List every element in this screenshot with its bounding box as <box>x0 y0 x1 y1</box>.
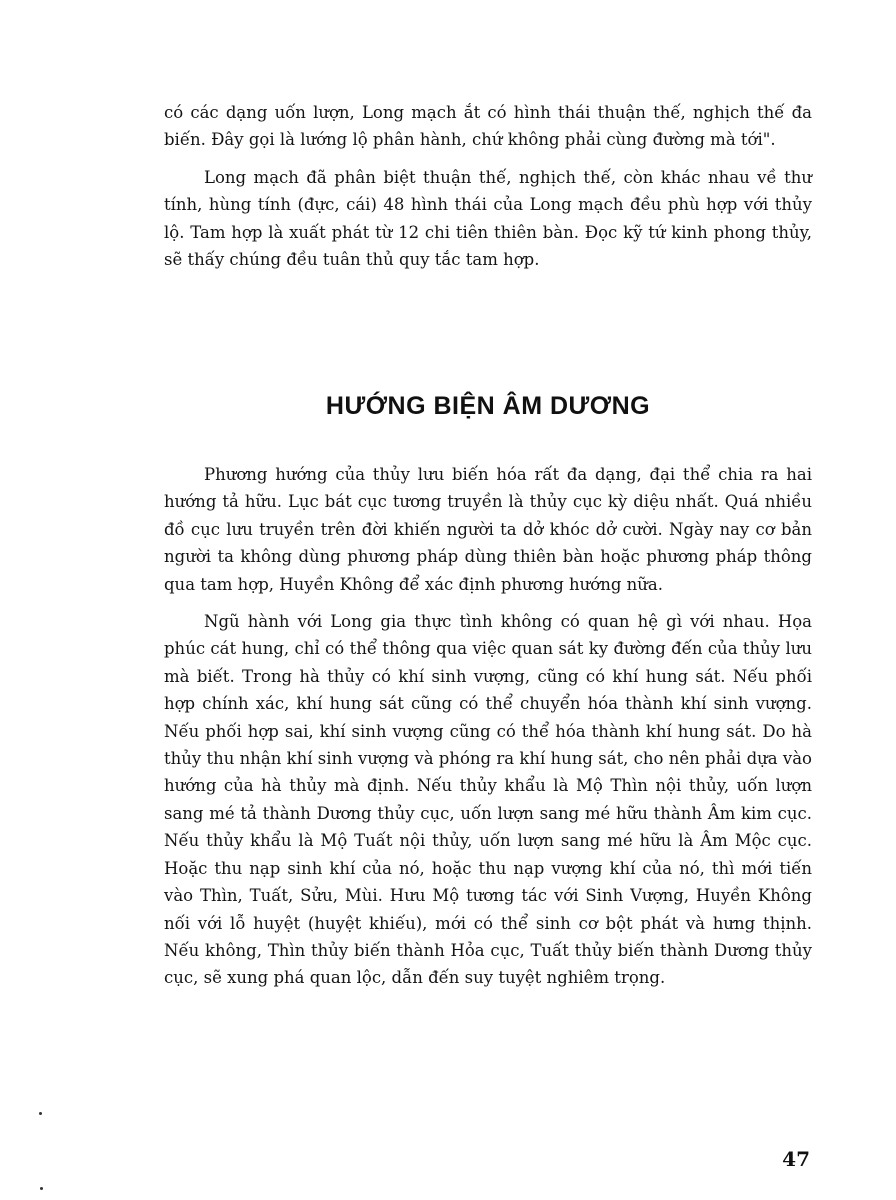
top-text-block <box>164 99 812 273</box>
paragraph-phuong-huong: Phương hướng của thủy lưu biến hóa rất đa dạng, đại thể chia ra hai hướng tả hữu. Lục bát cục tương truyền là thủy cục kỳ diệu nhất. Quá nhiều đồ cục lưu truyền trên đời khiến người ta dở khóc dở cười. Ngày nay cơ bản người ta không dùng phương pháp dùng thiên bàn hoặc phương pháp thông qua tam hợp, Huyền Không để xác định phương hướng nữa. <box>164 465 812 594</box>
paragraph-long-mach: Long mạch đã phân biệt thuận thế, nghịch thế, còn khác nhau về thư tính, hùng tính (đực, cái) 48 hình thái của Long mạch đều phù hợp với thủy lộ. Tam hợp là xuất phát từ 12 chi tiên thiên bàn. Đọc kỹ tứ kinh phong thủy, sẽ thấy chúng đều tuân thủ quy tắc tam hợp. <box>164 167 812 270</box>
scan-speck <box>40 1187 43 1190</box>
paragraph-continuation: có các dạng uốn lượn, Long mạch ắt có hình thái thuận thế, nghịch thế đa biến. Đây gọi là lướng lộ phân hành, chứ không phải cùng đường mà tới". <box>164 103 812 150</box>
bottom-text-block <box>164 461 812 992</box>
paragraph-ngu-hanh: Ngũ hành với Long gia thực tình không có quan hệ gì với nhau. Họa phúc cát hung, chỉ có thể thông qua việc quan sát ky đường đến của thủy lưu mà biết. Trong hà thủy có khí sinh vượng, cũng có khí hung sát. Nếu phối hợp chính xác, khí hung sát cũng có thể chuyển hóa thành khí sinh vượng. Nếu phối hợp sai, khí sinh vượng cũng có thể hóa thành khí hung sát. Do hà thủy thu nhận khí sinh vượng và phóng ra khí hung sát, cho nên phải dựa vào hướng của hà thủy mà định. Nếu thủy khẩu là Mộ Thìn nội thủy, uốn lượn sang mé tả thành Dương thủy cục, uốn lượn sang mé hữu thành Âm kim cục. Nếu thủy khẩu là Mộ Tuất nội thủy, uốn lượn sang mé hữu là Âm Mộc cục. Hoặc thu nạp sinh khí của nó, hoặc thu nạp vượng khí của nó, thì mới tiến vào Thìn, Tuất, Sửu, Mùi. Hưu Mộ tương tác với Sinh Vượng, Huyền Không nối với lỗ huyệt (huyệt khiếu), mới có thể sinh cơ bột phát và hưng thịnh. Nếu không, Thìn thủy biến thành Hỏa cục, Tuất thủy biến thành Dương thủy cục, sẽ xung phá quan lộc, dẫn đến suy tuyệt nghiêm trọng. <box>164 612 812 988</box>
page-number: 47 <box>782 1147 810 1171</box>
section-heading: HƯỚNG BIỆN ÂM DƯƠNG <box>325 392 651 420</box>
scan-speck <box>39 1112 42 1115</box>
